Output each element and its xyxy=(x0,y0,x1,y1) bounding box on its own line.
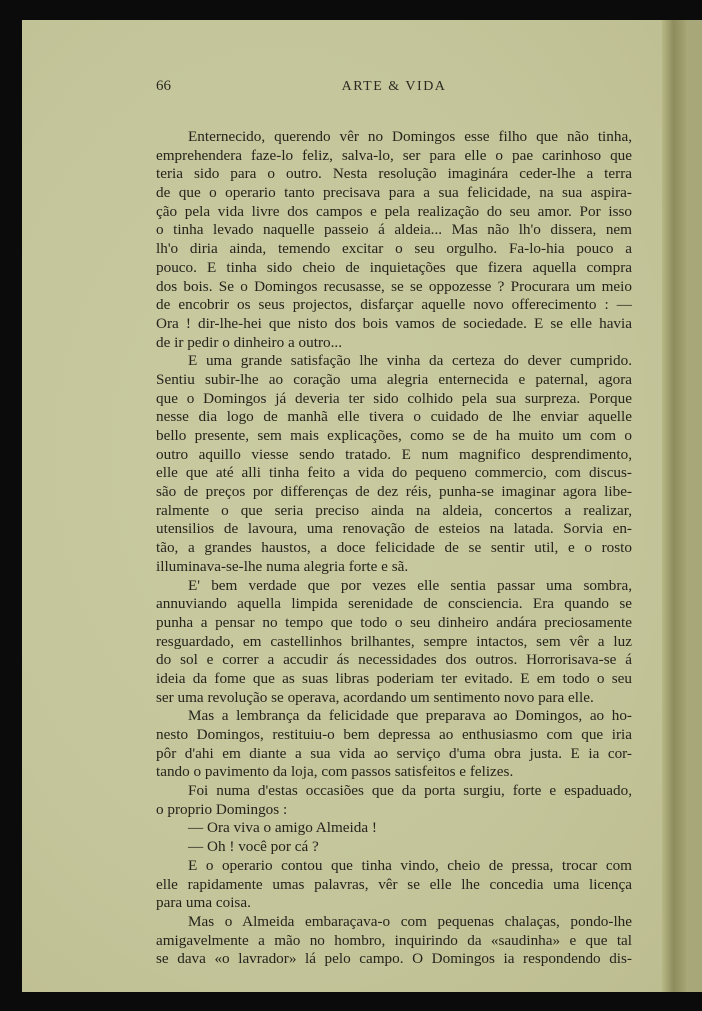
text-line: resguardado, em castellinhos brilhantes, sempre intactos, sem vêr a luz xyxy=(156,632,632,650)
text-line: punha a pensar no tempo que todo o seu dinheiro andára preciosamente xyxy=(156,613,632,631)
facing-page-edge xyxy=(686,20,702,992)
page-header xyxy=(156,78,632,102)
text-line: lh'o diria ainda, temendo excitar o seu orgulho. Fa-lo-hia pouco a xyxy=(156,240,632,258)
scanned-book-spread xyxy=(22,20,702,992)
text-line: ralmente o que seria preciso ainda na aldeia, concertos a realizar, xyxy=(156,501,632,519)
text-line: teria sido para o outro. Nesta resolução imaginára ceder-lhe a terra xyxy=(156,165,632,183)
text-line: annuviando aquella limpida serenidade de consciencia. Era quando se xyxy=(156,595,632,613)
text-line: amigavelmente a mão no hombro, inquirindo da «saudinha» e que tal xyxy=(156,931,632,949)
text-line: se dava «o lavrador» lá pelo campo. O Domingos ia respondendo dis- xyxy=(156,950,632,968)
text-line: que o Domingos já deveria ter sido colhido pela sua surpreza. Porque xyxy=(156,389,632,407)
text-line: para uma coisa. xyxy=(156,894,251,912)
text-line: bello presente, sem mais explicações, como se de ha muito um com o xyxy=(156,427,632,444)
text-line: Mas a lembrança da felicidade que preparava ao Domingos, ao ho- xyxy=(188,707,632,725)
text-line: o tinha levado naquelle passeio á aldeia... Mas não lh'o dissera, nem xyxy=(156,221,632,239)
text-line: Foi numa d'estas occasiões que da porta surgiu, forte e espaduado, xyxy=(188,782,632,800)
text-line: de ir pedir o dinheiro a outro... xyxy=(156,333,342,351)
text-line: outro aquillo viesse sendo tratado. E num magnifico desprendimento, xyxy=(156,445,632,463)
text-line: pôr d'ahi em diante a sua vida ao serviço d'uma obra justa. E ia cor- xyxy=(156,744,632,762)
text-line: — Oh ! você por cá ? xyxy=(188,838,319,856)
text-line: E o operario contou que tinha vindo, cheio de pressa, trocar com xyxy=(188,856,632,874)
text-line: Mas o Almeida embaraçava-o com pequenas chalaças, pondo-lhe xyxy=(188,912,632,930)
text-line: — Ora viva o amigo Almeida ! xyxy=(188,819,377,837)
text-line: ção pela vida livre dos campos e pela realização do seu amor. Por isso xyxy=(156,202,632,220)
text-line: elle rapidamente umas palavras, vêr se elle lhe concedia uma licença xyxy=(156,875,632,893)
text-line: ser uma revolução se operava, acordando um sentimento novo para elle. xyxy=(156,688,594,706)
text-line: utensilios de lavoura, uma renovação de esteios na latada. Sorvia en- xyxy=(156,520,632,538)
page-number: 66 xyxy=(156,78,171,94)
text-line: Sentiu subir-lhe ao coração uma alegria enternecida e paternal, agora xyxy=(156,370,632,388)
text-line: elle que até alli tinha feito a vida do pequeno commercio, com discus- xyxy=(156,464,632,482)
body-text xyxy=(156,128,632,969)
text-line: tão, a grandes haustos, a doce felicidade de se sentir util, e o rosto xyxy=(156,539,632,557)
text-line: ideia da fome que as suas libras poderiam ter evitado. E em todo o seu xyxy=(156,669,632,687)
text-line: E uma grande satisfação lhe vinha da certeza do dever cumprido. xyxy=(188,352,632,370)
text-line: tando o pavimento da loja, com passos satisfeitos e felizes. xyxy=(156,763,514,781)
text-line: Ora ! dir-lhe-hei que nisto dos bois vamos de sociedade. E se elle havia xyxy=(156,314,632,332)
text-line: pouco. E tinha sido cheio de inquietações que fizera aquella compra xyxy=(156,258,632,276)
text-line: nesse dia logo de manhã elle tivera o cuidado de lhe enviar aquelle xyxy=(156,408,632,426)
book-gutter xyxy=(662,20,688,992)
text-line: E' bem verdade que por vezes elle sentia passar uma sombra, xyxy=(188,576,632,594)
text-line: de encobrir os seus projectos, disfarçar aquelle novo offerecimento : — xyxy=(156,296,632,314)
text-line: dos bois. Se o Domingos recusasse, se se oppozesse ? Procurara um meio xyxy=(156,277,632,295)
text-line: Enternecido, querendo vêr no Domingos esse filho que não tinha, xyxy=(188,128,632,145)
text-line: de que o operario tanto precisava para a sua felicidade, na sua aspira- xyxy=(156,184,632,202)
book-page xyxy=(22,20,670,992)
text-line: são de preços por differenças de dez réis, punha-se imaginar agora libe- xyxy=(156,483,632,501)
text-line: o proprio Domingos : xyxy=(156,800,288,818)
text-line: illuminava-se-lhe numa alegria forte e sã. xyxy=(156,557,409,575)
text-line: emprehendera faze-lo feliz, salva-lo, ser para elle o pae carinhoso que xyxy=(156,146,632,164)
running-title: ARTE & VIDA xyxy=(341,79,447,94)
text-line: nesto Domingos, restituiu-o bem depressa ao enthusiasmo com que iria xyxy=(156,726,632,743)
text-line: do sol e correr a accudir ás necessidades dos outros. Horrorisava-se á xyxy=(156,651,632,669)
